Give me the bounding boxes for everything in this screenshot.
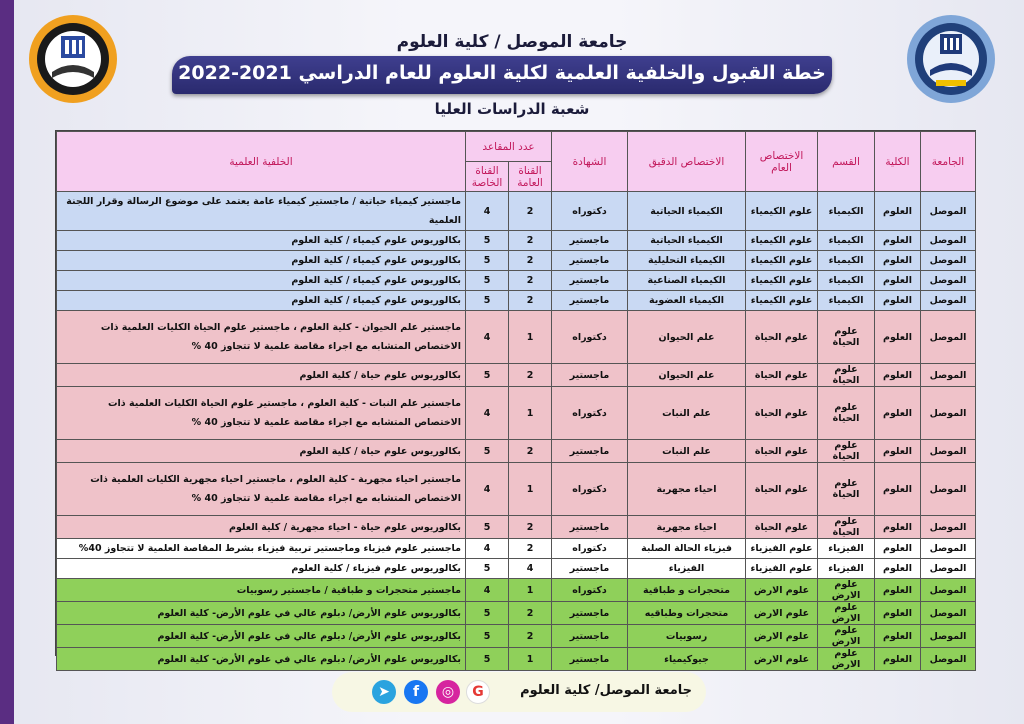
cell-scientific-background: بكالوريوس علوم كيمياء / كلية العلوم — [57, 291, 466, 311]
cell-university: الموصل — [921, 602, 976, 625]
cell-general-specialization: علوم الحياة — [746, 387, 818, 440]
cell-scientific-background: ماجستير متحجرات و طباقية / ماجستير رسوبيات — [57, 579, 466, 602]
cell-college: العلوم — [875, 387, 921, 440]
cell-public-channel: 2 — [509, 364, 552, 387]
cell-department: الكيمياء — [818, 192, 875, 231]
cell-degree: دكتوراه — [552, 579, 628, 602]
cell-precise-specialization: الكيمياء الصناعية — [628, 271, 746, 291]
cell-private-channel: 5 — [466, 648, 509, 671]
cell-college: العلوم — [875, 648, 921, 671]
cell-scientific-background: ماجستير علوم فيزياء وماجستير تربية فيزياء بشرط المقاصة العلمية لا تتجاوز 40% — [57, 539, 466, 559]
table-row — [57, 579, 976, 602]
cell-department: علوم الارض — [818, 579, 875, 602]
cell-private-channel: 5 — [466, 231, 509, 251]
cell-department: علوم الارض — [818, 602, 875, 625]
table-row — [57, 440, 976, 463]
table-body — [57, 192, 976, 671]
cell-college: العلوم — [875, 364, 921, 387]
table-row — [57, 602, 976, 625]
cell-department: الكيمياء — [818, 291, 875, 311]
table-row — [57, 192, 976, 231]
footer-bar — [332, 672, 706, 712]
cell-degree: ماجستير — [552, 625, 628, 648]
page-title: خطة القبول والخلفية العلمية لكلية العلوم للعام الدراسي 2021-2022 — [178, 62, 826, 84]
cell-scientific-background: بكالوريوس علوم الأرض/ دبلوم عالي في علوم الأرض- كلية العلوم — [57, 648, 466, 671]
cell-public-channel: 2 — [509, 231, 552, 251]
cell-university: الموصل — [921, 648, 976, 671]
admission-plan-table — [56, 131, 976, 671]
cell-department: علوم الارض — [818, 648, 875, 671]
cell-degree: ماجستير — [552, 516, 628, 539]
table-row — [57, 251, 976, 271]
cell-degree: دكتوراه — [552, 192, 628, 231]
cell-university: الموصل — [921, 625, 976, 648]
cell-scientific-background: ماجستير احياء مجهرية - كلية العلوم ، ماجستير احياء مجهرية الكليات العلمية ذات الاختصاص المتشابه مع اجراء مقاصة علمية لا تتجاوز 40 % — [57, 463, 466, 516]
cell-precise-specialization: الكيمياء العضوية — [628, 291, 746, 311]
cell-public-channel: 2 — [509, 440, 552, 463]
cell-degree: دكتوراه — [552, 311, 628, 364]
header-private-channel: القناة الخاصة — [466, 162, 509, 192]
cell-university: الموصل — [921, 579, 976, 602]
cell-public-channel: 2 — [509, 291, 552, 311]
cell-scientific-background: بكالوريوس علوم كيمياء / كلية العلوم — [57, 251, 466, 271]
table-row — [57, 463, 976, 516]
facebook-icon[interactable]: f — [404, 680, 428, 704]
table-row — [57, 648, 976, 671]
table-row — [57, 291, 976, 311]
cell-public-channel: 2 — [509, 516, 552, 539]
cell-scientific-background: بكالوريوس علوم الأرض/ دبلوم عالي في علوم الأرض- كلية العلوم — [57, 625, 466, 648]
cell-public-channel: 1 — [509, 387, 552, 440]
cell-department: الفيزياء — [818, 559, 875, 579]
header-degree: الشهادة — [552, 132, 628, 192]
cell-precise-specialization: جيوكيمياء — [628, 648, 746, 671]
cell-general-specialization: علوم الكيمياء — [746, 271, 818, 291]
cell-private-channel: 5 — [466, 602, 509, 625]
cell-degree: دكتوراه — [552, 463, 628, 516]
table-row — [57, 364, 976, 387]
cell-private-channel: 4 — [466, 311, 509, 364]
cell-degree: ماجستير — [552, 559, 628, 579]
admission-plan-table-frame — [55, 130, 976, 670]
cell-scientific-background: بكالوريوس علوم كيمياء / كلية العلوم — [57, 231, 466, 251]
cell-university: الموصل — [921, 192, 976, 231]
cell-college: العلوم — [875, 539, 921, 559]
cell-college: العلوم — [875, 579, 921, 602]
cell-department: الكيمياء — [818, 271, 875, 291]
cell-general-specialization: علوم الحياة — [746, 440, 818, 463]
cell-department: علوم الحياة — [818, 364, 875, 387]
table-row — [57, 387, 976, 440]
cell-degree: ماجستير — [552, 251, 628, 271]
cell-precise-specialization: احياء مجهرية — [628, 463, 746, 516]
left-accent-bar — [0, 0, 14, 724]
header-seats: عدد المقاعد — [466, 132, 552, 162]
cell-college: العلوم — [875, 271, 921, 291]
cell-department: علوم الحياة — [818, 463, 875, 516]
cell-college: العلوم — [875, 192, 921, 231]
header-precise-specialization: الاختصاص الدقيق — [628, 132, 746, 192]
cell-degree: ماجستير — [552, 440, 628, 463]
cell-precise-specialization: علم النبات — [628, 440, 746, 463]
table-row — [57, 516, 976, 539]
cell-precise-specialization: متحجرات و طباقية — [628, 579, 746, 602]
college-of-science-logo — [906, 14, 996, 104]
cell-college: العلوم — [875, 291, 921, 311]
cell-precise-specialization: متحجرات وطباقيه — [628, 602, 746, 625]
cell-public-channel: 2 — [509, 625, 552, 648]
cell-precise-specialization: احياء مجهرية — [628, 516, 746, 539]
cell-university: الموصل — [921, 311, 976, 364]
header-general-specialization: الاختصاص العام — [746, 132, 818, 192]
cell-college: العلوم — [875, 559, 921, 579]
cell-scientific-background: ماجستير علم النبات - كلية العلوم ، ماجستير علوم الحياة الكليات العلمية ذات الاختصاص المتشابه مع اجراء مقاصة علمية لا تتجاوز 40 % — [57, 387, 466, 440]
cell-university: الموصل — [921, 440, 976, 463]
cell-general-specialization: علوم الحياة — [746, 364, 818, 387]
cell-scientific-background: بكالوريوس علوم الأرض/ دبلوم عالي في علوم الأرض- كلية العلوم — [57, 602, 466, 625]
cell-degree: ماجستير — [552, 648, 628, 671]
cell-public-channel: 4 — [509, 559, 552, 579]
table-row — [57, 311, 976, 364]
cell-degree: ماجستير — [552, 364, 628, 387]
cell-private-channel: 5 — [466, 271, 509, 291]
cell-private-channel: 5 — [466, 251, 509, 271]
table-row — [57, 539, 976, 559]
cell-college: العلوم — [875, 516, 921, 539]
cell-private-channel: 4 — [466, 539, 509, 559]
cell-private-channel: 4 — [466, 192, 509, 231]
cell-university: الموصل — [921, 387, 976, 440]
cell-scientific-background: بكالوريوس علوم فيزياء / كلية العلوم — [57, 559, 466, 579]
header-public-channel: القناة العامة — [509, 162, 552, 192]
table-header-row-1 — [57, 132, 976, 162]
cell-degree: ماجستير — [552, 602, 628, 625]
cell-private-channel: 5 — [466, 291, 509, 311]
cell-college: العلوم — [875, 440, 921, 463]
cell-college: العلوم — [875, 625, 921, 648]
cell-university: الموصل — [921, 231, 976, 251]
cell-general-specialization: علوم الفيزياء — [746, 559, 818, 579]
footer-text: جامعة الموصل/ كلية العلوم — [520, 683, 692, 698]
cell-private-channel: 5 — [466, 516, 509, 539]
cell-general-specialization: علوم الارض — [746, 579, 818, 602]
cell-university: الموصل — [921, 251, 976, 271]
page-subtitle: شعبة الدراسات العليا — [434, 100, 590, 118]
cell-department: الفيزياء — [818, 539, 875, 559]
cell-college: العلوم — [875, 251, 921, 271]
cell-department: علوم الحياة — [818, 311, 875, 364]
table-row — [57, 271, 976, 291]
cell-private-channel: 4 — [466, 463, 509, 516]
cell-precise-specialization: علم الحيوان — [628, 311, 746, 364]
cell-university: الموصل — [921, 291, 976, 311]
cell-precise-specialization: الكيمياء الحياتية — [628, 192, 746, 231]
cell-college: العلوم — [875, 311, 921, 364]
cell-university: الموصل — [921, 516, 976, 539]
cell-general-specialization: علوم الحياة — [746, 516, 818, 539]
cell-general-specialization: علوم الحياة — [746, 311, 818, 364]
cell-precise-specialization: الفيزياء — [628, 559, 746, 579]
cell-general-specialization: علوم الارض — [746, 602, 818, 625]
cell-scientific-background: ماجستير كيمياء حياتية / ماجستير كيمياء عامة يعتمد على موضوع الرسالة وقرار اللجنة العلمية — [57, 192, 466, 231]
title-banner — [172, 56, 832, 94]
cell-precise-specialization: علم الحيوان — [628, 364, 746, 387]
cell-university: الموصل — [921, 271, 976, 291]
header-university: الجامعة — [921, 132, 976, 192]
cell-department: علوم الحياة — [818, 440, 875, 463]
cell-general-specialization: علوم الحياة — [746, 463, 818, 516]
cell-college: العلوم — [875, 231, 921, 251]
cell-precise-specialization: الكيمياء التحليلية — [628, 251, 746, 271]
cell-private-channel: 5 — [466, 559, 509, 579]
cell-precise-specialization: رسوبيات — [628, 625, 746, 648]
university-college-line: جامعة الموصل / كلية العلوم — [396, 32, 628, 52]
cell-scientific-background: بكالوريوس علوم حياة - احياء مجهرية / كلية العلوم — [57, 516, 466, 539]
header-college: الكلية — [875, 132, 921, 192]
cell-private-channel: 5 — [466, 364, 509, 387]
cell-public-channel: 2 — [509, 271, 552, 291]
header-department: القسم — [818, 132, 875, 192]
cell-private-channel: 5 — [466, 625, 509, 648]
table-row — [57, 559, 976, 579]
cell-precise-specialization: الكيمياء الحياتية — [628, 231, 746, 251]
cell-precise-specialization: علم النبات — [628, 387, 746, 440]
cell-scientific-background: بكالوريوس علوم كيمياء / كلية العلوم — [57, 271, 466, 291]
cell-public-channel: 1 — [509, 579, 552, 602]
cell-degree: دكتوراه — [552, 539, 628, 559]
cell-public-channel: 1 — [509, 648, 552, 671]
cell-degree: دكتوراه — [552, 387, 628, 440]
cell-college: العلوم — [875, 602, 921, 625]
cell-university: الموصل — [921, 559, 976, 579]
cell-public-channel: 2 — [509, 539, 552, 559]
mosul-university-logo — [28, 14, 118, 104]
cell-public-channel: 1 — [509, 311, 552, 364]
instagram-icon[interactable]: ◎ — [436, 680, 460, 704]
cell-department: علوم الحياة — [818, 516, 875, 539]
cell-public-channel: 2 — [509, 602, 552, 625]
cell-general-specialization: علوم الكيمياء — [746, 192, 818, 231]
cell-degree: ماجستير — [552, 291, 628, 311]
cell-scientific-background: بكالوريوس علوم حياة / كلية العلوم — [57, 364, 466, 387]
table-row — [57, 625, 976, 648]
cell-university: الموصل — [921, 539, 976, 559]
cell-private-channel: 4 — [466, 579, 509, 602]
cell-general-specialization: علوم الكيمياء — [746, 291, 818, 311]
cell-general-specialization: علوم الكيمياء — [746, 251, 818, 271]
cell-university: الموصل — [921, 463, 976, 516]
google-icon[interactable]: G — [466, 680, 490, 704]
cell-private-channel: 4 — [466, 387, 509, 440]
cell-university: الموصل — [921, 364, 976, 387]
telegram-icon[interactable]: ➤ — [372, 680, 396, 704]
cell-degree: ماجستير — [552, 231, 628, 251]
table-row — [57, 231, 976, 251]
cell-department: الكيمياء — [818, 251, 875, 271]
cell-department: الكيمياء — [818, 231, 875, 251]
cell-public-channel: 2 — [509, 251, 552, 271]
cell-scientific-background: ماجستير علم الحيوان - كلية العلوم ، ماجستير علوم الحياة الكليات العلمية ذات الاختصاص المتشابه مع اجراء مقاصة علمية لا تتجاوز 40 % — [57, 311, 466, 364]
cell-department: علوم الارض — [818, 625, 875, 648]
cell-degree: ماجستير — [552, 271, 628, 291]
cell-department: علوم الحياة — [818, 387, 875, 440]
cell-general-specialization: علوم الارض — [746, 648, 818, 671]
cell-scientific-background: بكالوريوس علوم حياة / كلية العلوم — [57, 440, 466, 463]
cell-public-channel: 2 — [509, 192, 552, 231]
cell-private-channel: 5 — [466, 440, 509, 463]
cell-public-channel: 1 — [509, 463, 552, 516]
cell-general-specialization: علوم الارض — [746, 625, 818, 648]
cell-precise-specialization: فيزياء الحالة الصلبة — [628, 539, 746, 559]
cell-general-specialization: علوم الكيمياء — [746, 231, 818, 251]
cell-college: العلوم — [875, 463, 921, 516]
header-scientific-background: الخلفية العلمية — [57, 132, 466, 192]
cell-general-specialization: علوم الفيزياء — [746, 539, 818, 559]
